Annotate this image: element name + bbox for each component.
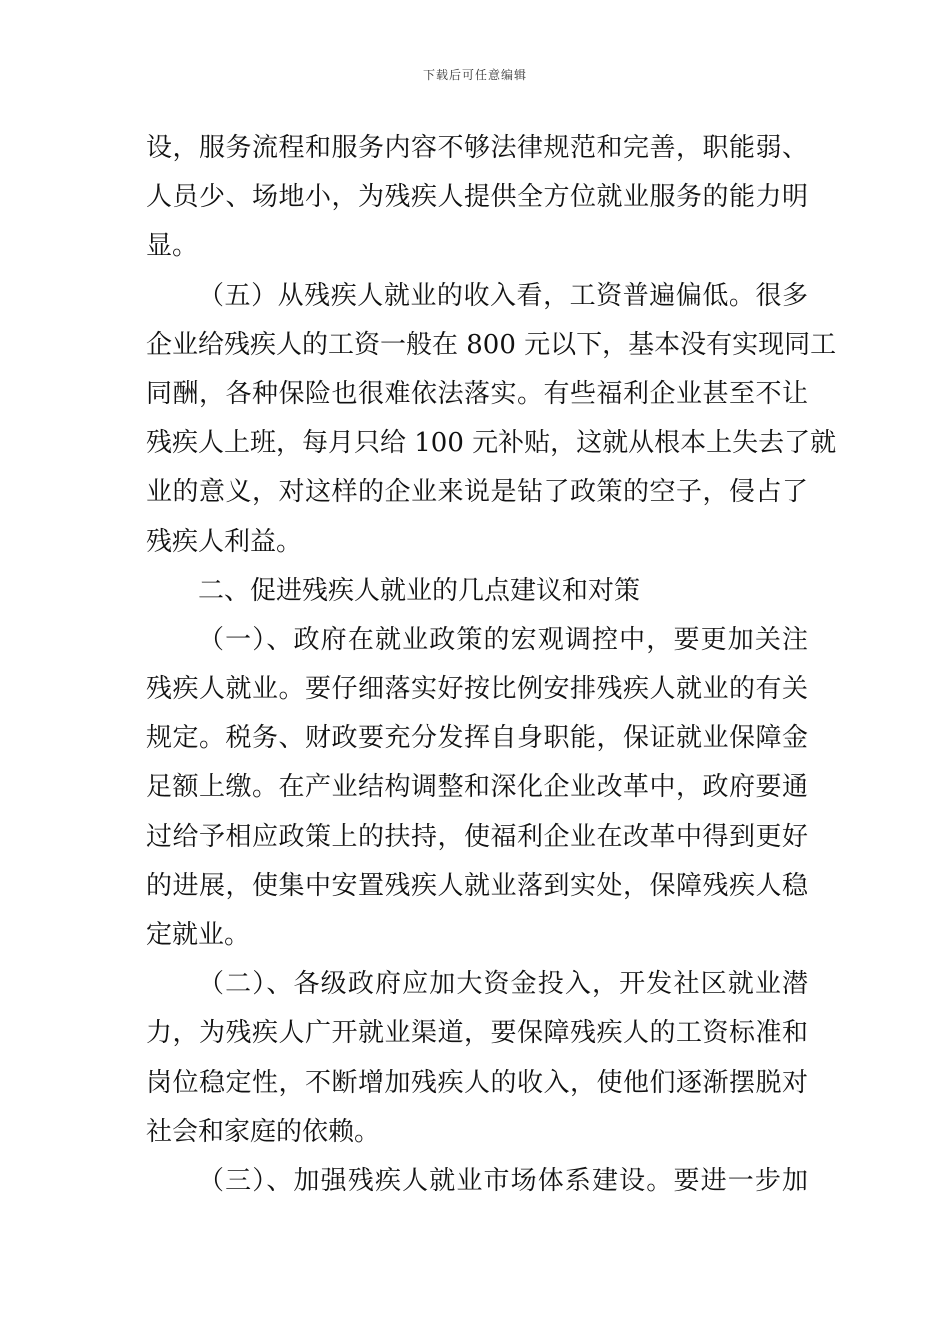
- text-line: 人员少、场地小，为残疾人提供全方位就业服务的能力明: [146, 182, 808, 213]
- text-line: （五）从残疾人就业的收入看，工资普遍偏低。很多: [198, 280, 808, 311]
- text-line: （二）、各级政府应加大资金投入，开发社区就业潜: [198, 969, 808, 1000]
- text-line: 岗位稳定性，不断增加残疾人的收入，使他们逐渐摆脱对: [146, 1067, 808, 1098]
- paragraph-suggestion-2: [146, 960, 808, 1157]
- text-line: 过给予相应政策上的扶持，使福利企业在改革中得到更好: [146, 821, 808, 852]
- text-line: 的进展，使集中安置残疾人就业落到实处，保障残疾人稳: [146, 870, 808, 901]
- text-line: 社会和家庭的依赖。: [146, 1116, 381, 1147]
- paragraph-suggestion-3: [146, 1157, 808, 1206]
- text-line: 设，服务流程和服务内容不够法律规范和完善，职能弱、: [146, 133, 808, 163]
- text-line: 显。: [146, 231, 199, 262]
- text-line: 残疾人就业。要仔细落实好按比例安排残疾人就业的有关: [146, 674, 808, 705]
- page-header: 下载后可任意编辑: [422, 68, 527, 82]
- text-line: （三）、加强残疾人就业市场体系建设。要进一步加: [198, 1165, 808, 1196]
- section-heading-text: 二、促进残疾人就业的几点建议和对策: [198, 575, 641, 606]
- section-heading: [146, 567, 808, 616]
- text-line: 业的意义，对这样的企业来说是钻了政策的空子，侵占了: [146, 477, 808, 508]
- document-body: [146, 124, 837, 1206]
- text-line: 同酬，各种保险也很难依法落实。有些福利企业甚至不让: [146, 378, 808, 409]
- paragraph-suggestion-1: [146, 616, 808, 960]
- paragraph-continued: [146, 124, 808, 272]
- text-line: 定就业。: [146, 920, 251, 950]
- text-line: 足额上缴。在产业结构调整和深化企业改革中，政府要通: [146, 772, 808, 803]
- text-line: 残疾人上班，每月只给 100 元补贴，这就从根本上失去了就: [146, 428, 837, 459]
- paragraph-income: [146, 272, 837, 567]
- text-line: 规定。税务、财政要充分发挥自身职能，保证就业保障金: [146, 723, 808, 754]
- text-line: 力，为残疾人广开就业渠道，要保障残疾人的工资标准和: [146, 1018, 808, 1049]
- text-line: 残疾人利益。: [146, 526, 303, 557]
- text-line: （一）、政府在就业政策的宏观调控中，要更加关注: [198, 624, 808, 655]
- text-line: 企业给残疾人的工资一般在 800 元以下，基本没有实现同工: [146, 329, 837, 360]
